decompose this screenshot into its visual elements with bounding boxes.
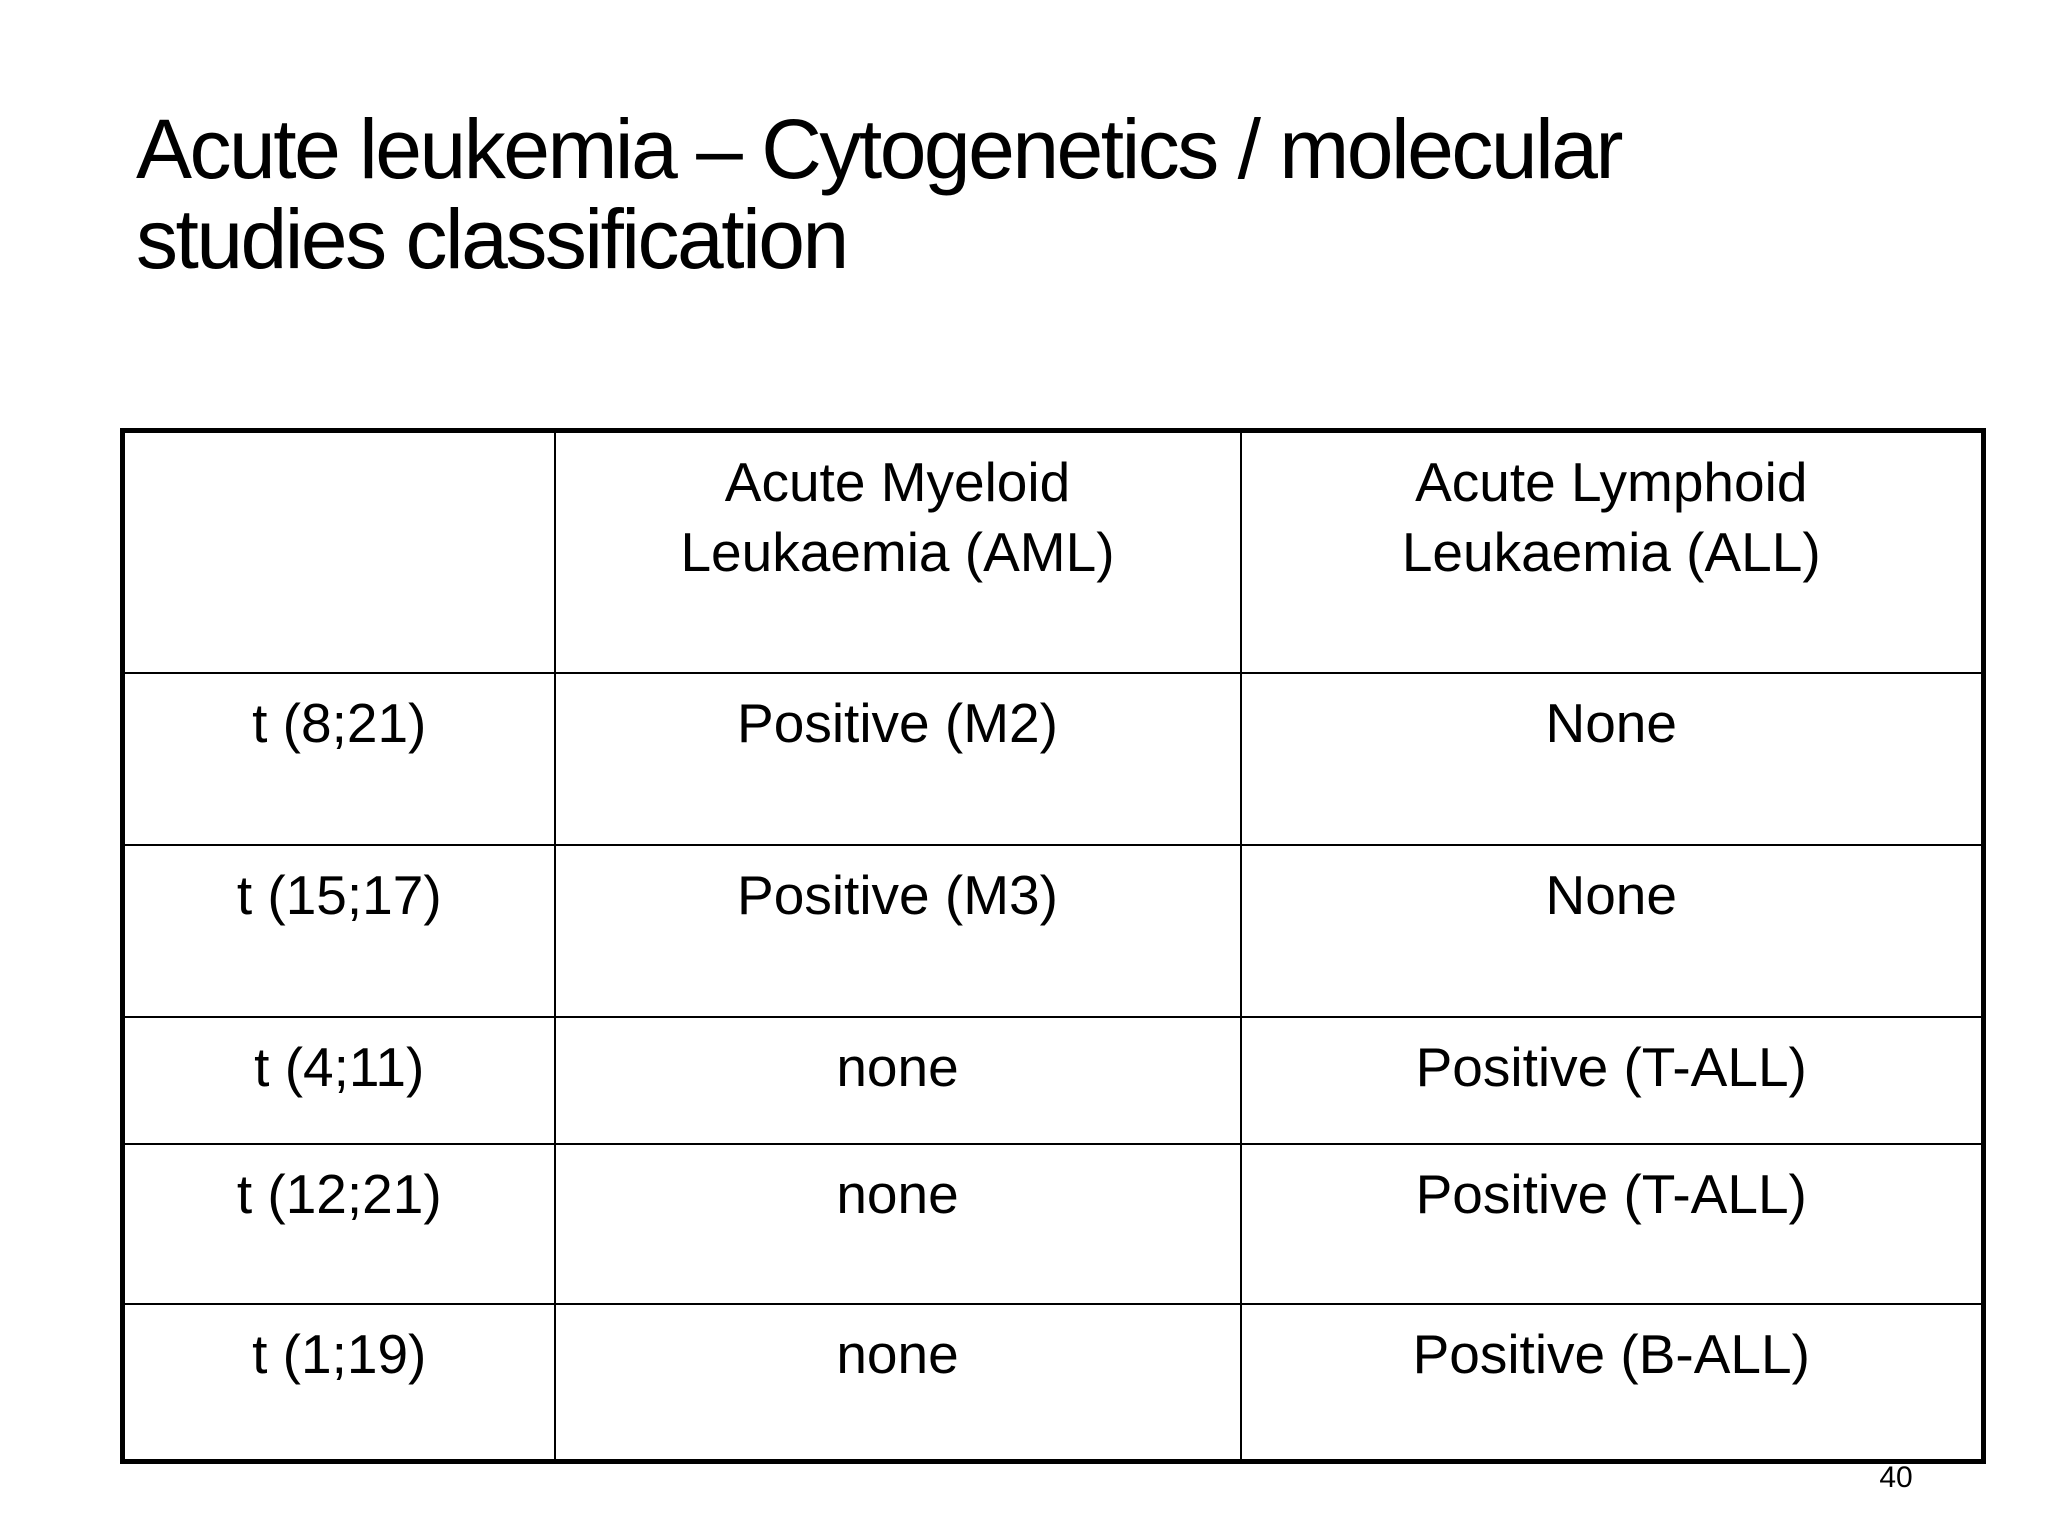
all-cell: None [1241,673,1984,845]
translocation-cell: t (4;11) [123,1017,555,1144]
all-cell: Positive (B-ALL) [1241,1304,1984,1462]
header-aml-line-2: Leukaemia (AML) [680,521,1115,583]
aml-cell: none [555,1017,1241,1144]
all-cell: Positive (T-ALL) [1241,1144,1984,1304]
aml-cell: none [555,1144,1241,1304]
translocation-cell: t (1;19) [123,1304,555,1462]
cytogenetics-table [120,428,1986,1464]
header-all-line-2: Leukaemia (ALL) [1401,521,1821,583]
header-aml-cell [555,431,1241,673]
table-row [123,1017,1984,1144]
slide-title-line-2: studies classification [136,192,847,286]
table-row [123,1304,1984,1462]
translocation-cell: t (12;21) [123,1144,555,1304]
table-header-row [123,431,1984,673]
header-corner-cell [123,431,555,673]
aml-cell: Positive (M3) [555,845,1241,1017]
table-row [123,845,1984,1017]
header-all-cell [1241,431,1984,673]
translocation-cell: t (15;17) [123,845,555,1017]
aml-cell: Positive (M2) [555,673,1241,845]
all-cell: Positive (T-ALL) [1241,1017,1984,1144]
translocation-cell: t (8;21) [123,673,555,845]
slide-title-line-1: Acute leukemia – Cytogenetics / molecular [136,102,1621,196]
table-row [123,673,1984,845]
table-row [123,1144,1984,1304]
all-cell: None [1241,845,1984,1017]
page-number: 40 [1879,1461,1913,1494]
aml-cell: none [555,1304,1241,1462]
slide-title [136,104,1936,284]
header-aml-line-1: Acute Myeloid [724,451,1071,513]
header-all-line-1: Acute Lymphoid [1415,451,1808,513]
